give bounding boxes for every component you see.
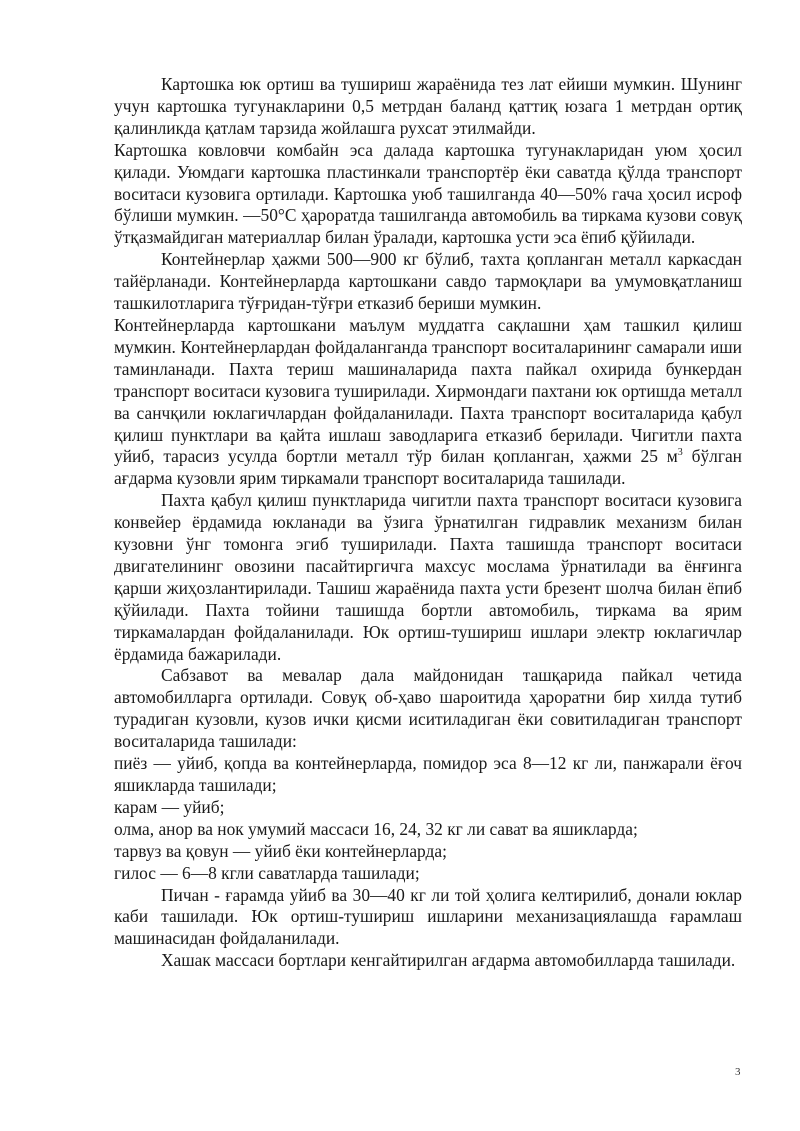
paragraph-hay: Пичан - ғарамда уйиб ва 30—40 кг ли той ҳолига келтирилиб, донали юклар каби ташилади. Юк ортиш-тушириш ишларини механизациялашда ғарамлаш машинасидан фойдаланилади.: [114, 884, 742, 949]
paragraph-text-part: Контейнерларда картошкани маълум муддатга сақлашни ҳам ташкил қилиш мумкин. Контейнерлардан фойдаланганда транспорт воситаларининг самарали иши таминланади. Пахта териш машиналарида пахта пайкал охирида бункердан транспорт воситаси кузовига туширилади. Хирмондаги пахтани юк ортишда металл ва санчқили юклагичлардан фойдаланилади. Пахта транспорт воситаларида қабул қилиш пунктлари ва қайта ишлаш заводларига етказиб берилади. Чигитли пахта уйиб, тарасиз усулда бортли металл тўр билан қопланган, ҳажми 25 м: [114, 314, 742, 467]
paragraph-container-storage-cotton: [114, 315, 742, 490]
document-body: [114, 74, 742, 972]
superscript-cubic: 3: [677, 446, 683, 458]
list-item: карам — уйиб;: [114, 796, 225, 817]
paragraph-containers: Контейнерлар ҳажми 500—900 кг бўлиб, тахта қопланган металл каркасдан тайёрланади. Контейнерларда картошкани савдо тармоқлари ва умумовқатланиш ташкилотларига тўғридан-тўғри етказиб бериши мумкин.: [114, 249, 742, 314]
paragraph-cotton-acceptance: Пахта қабул қилиш пунктларида чигитли пахта транспорт воситаси кузовига конвейер ёрдамида юкланади ва ўзига ўрнатилган гидравлик механизм билан кузовни ўнг томонга эгиб туширилади. Пахта ташишда транспорт воситаси двигателининг овозини пасайтиргичга махсус мослама ўрнатилади ва ёнғинга қарши жиҳозлантирилади. Ташиш жараёнида пахта усти брезент шолча билан ёпиб қўйилади. Пахта тойини ташишда бортли автомобиль, тиркама ва ярим тиркамалардан фойдаланилади. Юк ортиш-тушириш ишлари электр юклагичлар ёрдамида бажарилади.: [114, 490, 742, 664]
paragraph-text-part: бўлган ағдарма кузовли ярим тиркамали транспорт воситаларида ташилади.: [114, 446, 742, 489]
list-item: тарвуз ва қовун — уйиб ёки контейнерларда;: [114, 840, 447, 861]
paragraph-onion-tomato: пиёз — уйиб, қопда ва контейнерларда, помидор эса 8—12 кг ли, панжарали ёғоч яшикларда ташилади;: [114, 753, 742, 795]
paragraph-vegetables-fruits: Сабзавот ва мевалар дала майдонидан ташқарида пайкал четида автомобилларга ортилади. Совуқ об-ҳаво шароитида ҳароратни бир хилда тутиб турадиган кузовли, кузов ички қисми иситиладиган ёки совитиладиган транспорт воситаларида ташилади:: [114, 665, 742, 752]
paragraph-potato-loading: Картошка юк ортиш ва тушириш жараёнида тез лат ейиши мумкин. Шунинг учун картошка тугунакларини 0,5 метрдан баланд қаттиқ юзага 1 метрдан ортиқ қалинликда қатлам тарзида жойлашга рухсат этилмайди.: [114, 74, 742, 138]
paragraph-straw: Хашак массаси бортлари кенгайтирилган ағдарма автомобилларда ташилади.: [161, 950, 736, 971]
page-number: 3: [735, 1066, 741, 1078]
list-item: олма, анор ва нок умумий массаси 16, 24, 32 кг ли сават ва яшикларда;: [114, 818, 638, 839]
list-item: гилос — 6—8 кгли саватларда ташилади;: [114, 862, 420, 883]
paragraph-potato-combine: Картошка ковловчи комбайн эса далада картошка тугунакларидан уюм ҳосил қилади. Уюмдаги картошка пластинкали транспортёр ёки саватда қўлда транспорт воситаси кузовига ортилади. Картошка уюб ташилганда 40—50% гача ҳосил исроф бўлиши мумкин. —50°С ҳароратда ташилганда автомобиль ва тиркама кузови совуқ ўтқазмайдиган материаллар билан ўралади, картошка усти эса ёпиб қўйилади.: [114, 139, 742, 248]
